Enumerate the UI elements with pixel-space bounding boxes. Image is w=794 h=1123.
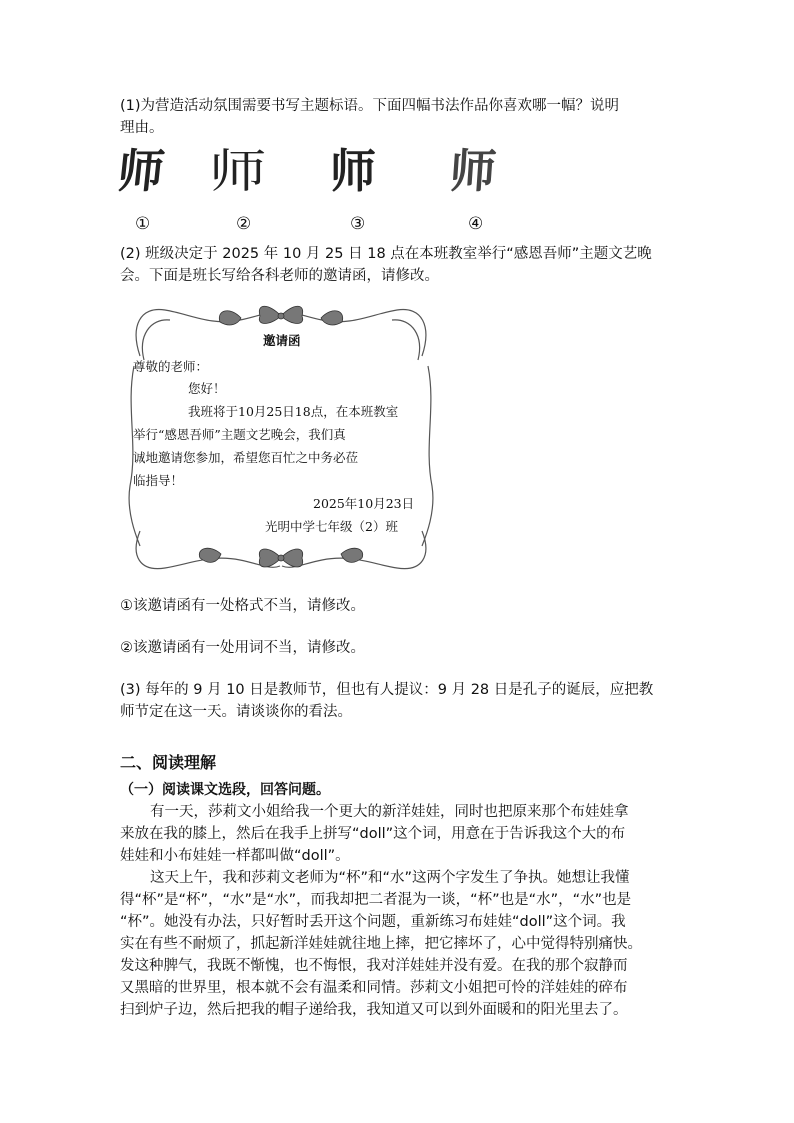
invitation-date: 2025年10月23日: [313, 496, 415, 511]
passage-p2-line-1: 这天上午，我和莎莉文老师为“杯”和“水”这两个字发生了争执。她想让我懂: [150, 870, 630, 886]
q3-line-2: 师节定在这一天。请谈谈你的看法。: [120, 704, 352, 720]
calligraphy-sample-2: 师: [209, 144, 269, 198]
section-subheading: （一）阅读课文选段，回答问题。: [120, 782, 330, 798]
calligraphy-label-3: ③: [350, 214, 366, 234]
calligraphy-sample-4: 师: [448, 144, 500, 198]
passage-p2-line-7: 扫到炉子边，然后把我的帽子递给我，我知道又可以到外面暖和的阳光里去了。: [120, 1002, 628, 1018]
q1-line-1: (1)为营造活动氛围需要书写主题标语。下面四幅书法作品你喜欢哪一幅？说明: [120, 98, 620, 114]
invitation-signature: 光明中学七年级（2）班: [265, 519, 398, 534]
invitation-body-line-3: 诚地邀请您参加，希望您百忙之中务必莅: [133, 450, 359, 465]
calligraphy-label-2: ②: [236, 214, 252, 234]
invitation-greeting: 您好！: [188, 381, 226, 396]
q2-line-2: 会。下面是班长写给各科老师的邀请函，请修改。: [120, 268, 439, 284]
passage-p1-line-2: 来放在我的膝上，然后在我手上拼写“doll”这个词，用意在于告诉我这个大的布: [120, 826, 626, 842]
passage-p2-line-3: “杯”。她没有办法，只好暂时丢开这个问题，重新练习布娃娃“doll”这个词。我: [120, 914, 626, 930]
passage-p2-line-5: 发这种脾气，我既不惭愧，也不悔恨，我对洋娃娃并没有爱。在我的那个寂静而: [120, 958, 628, 974]
passage-p1-line-3: 娃娃和小布娃娃一样都叫做“doll”。: [120, 848, 350, 864]
invitation-body-line-4: 临指导！: [133, 473, 184, 488]
invitation-salutation: 尊敬的老师：: [133, 359, 209, 374]
passage-p2-line-2: 得“杯”是“杯”，“水”是“水”，而我却把二者混为一谈，“杯”也是“水”，“水”也是: [120, 892, 632, 908]
q3-line-1: (3) 每年的 9 月 10 日是教师节，但也有人提议：9 月 28 日是孔子的诞辰，应把教: [120, 682, 654, 698]
q2-sub-question-1: ①该邀请函有一处格式不当，请修改。: [120, 598, 365, 614]
q2-line-1: (2) 班级决定于 2025 年 10 月 25 日 18 点在本班教室举行“感恩吾师”主题文艺晚: [120, 246, 652, 262]
calligraphy-sample-1: 师: [115, 144, 169, 198]
calligraphy-sample-3: 师: [330, 144, 378, 198]
passage-p2-line-4: 实在有些不耐烦了，抓起新洋娃娃就往地上摔，把它摔坏了，心中觉得特别痛快。: [120, 936, 642, 952]
passage-p1-line-1: 有一天，莎莉文小姐给我一个更大的新洋娃娃，同时也把原来那个布娃娃拿: [150, 804, 629, 820]
q2-sub-question-2: ②该邀请函有一处用词不当，请修改。: [120, 640, 365, 656]
passage-p2-line-6: 又黑暗的世界里，根本就不会有温柔和同情。莎莉文小姐把可怜的洋娃娃的碎布: [120, 980, 628, 996]
section-heading-reading: 二、阅读理解: [120, 753, 217, 772]
calligraphy-label-1: ①: [135, 214, 151, 234]
invitation-body-line-2: 举行“感恩吾师”主题文艺晚会，我们真: [133, 427, 346, 442]
calligraphy-label-4: ④: [468, 214, 484, 234]
q1-line-2: 理由。: [120, 120, 164, 136]
invitation-body-line-1: 我班将于10月25日18点，在本班教室: [188, 404, 399, 419]
invitation-title: 邀请函: [263, 333, 301, 348]
